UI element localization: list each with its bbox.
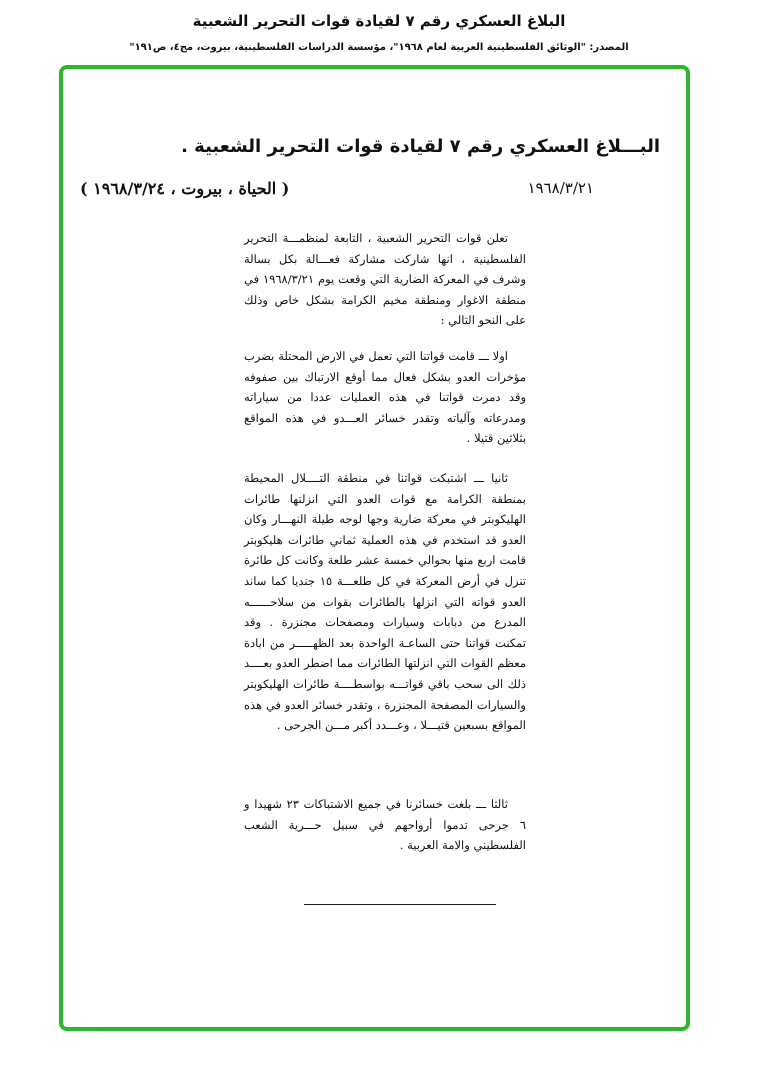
- source-citation: المصدر: "الوثائق الفلسطينية العربية لعام ١٩٦٨"، مؤسسة الدراسات الفلسطينية، بيروت، مج٤، ص١٩١": [129, 42, 629, 53]
- newspaper-citation: ( الحياة ، بيروت ، ١٩٦٨/٣/٢٤ ): [80, 178, 290, 198]
- closing-rule: [304, 904, 496, 905]
- paragraph-third: [244, 794, 526, 856]
- paragraph-intro: [244, 228, 526, 331]
- paragraph-text: ثالثا ـــ بلغت خسائرنا في جميع الاشتباكات ٢٣ شهيدا و ٦ جرحى تدموا أرواحهم في سبيل حـــرية الشعب الفلسطيني والامة العربية .: [244, 797, 526, 853]
- page-header: [0, 10, 758, 56]
- paragraph-text: تعلن قوات التحرير الشعبية ، التابعة لمنظمـــة التحرير الفلسطينية ، انها شاركت مشاركة فعـــالة بكل بسالة وشرف في المعركة الضارية التي وقعت يوم ١٩٦٨/٣/٢١ في منطقة الاغوار ومنطقة مخيم الكرامة بشكل خاص وذلك على النحو التالي :: [244, 231, 526, 328]
- paragraph-text: اولا ـــ قامت قواتنا التي تعمل في الارض المحتلة بضرب مؤخرات العدو بشكل فعال مما أوقع الارتباك بين صفوفه وقد دمرت قواتنا في هذه العمليات عددا من سياراته ومدرعاته وآلياته وتقدر خسائر العـــدو في هذه المواقع بثلاثين قتيلا .: [244, 349, 526, 446]
- paragraph-text: ثانيا ـــ اشتبكت قواتنا في منطقة التــــلال المحيطة بمنطقة الكرامة مع قوات العدو التي انزلتها طائرات الهليكوبتر في معركة ضارية وجها لوجه طيلة النهـــار وكان العدو قد استخدم في هذه العملية ثماني طائرات هليكوبتر قامت اربع منها بحوالي خمسة عشر طلعة وكانت كل طائرة تنزل في أرض المعركة في كل طلعـــة ١٥ جنديا كما ساند العدو قواته التي انزلها بالطائرات بقوات من سلاحــــــه المدرع من دبابات وسيارات ومصفحات مجنزرة . وقد تمكنت قواتنا حتى الساعـة الواحدة بعد الظهـــــر من ابادة معظم القوات التي انزلتها الطائرات مما اضطر العدو بعــــد ذلك الى سحب باقي قواتـــه بواسطــــة طائرات الهليكوبتر والسيارات المصفحة المجنزرة ، وتقدر خسائر العدو في هذه المواقع بسبعين قتيـــلا ، وعـــدد أكبر مـــن الجرحى .: [244, 471, 526, 733]
- document-date: ١٩٦٨/٣/٢١: [527, 179, 594, 197]
- paragraph-first: [244, 346, 526, 449]
- paragraph-second: [244, 468, 526, 736]
- document-title: البـــلاغ العسكري رقم ٧ لقيادة قوات التحرير الشعبية .: [181, 136, 660, 157]
- page-title: البلاغ العسكري رقم ٧ لقيادة قوات التحرير الشعبية: [192, 12, 566, 30]
- date-row: [80, 176, 594, 200]
